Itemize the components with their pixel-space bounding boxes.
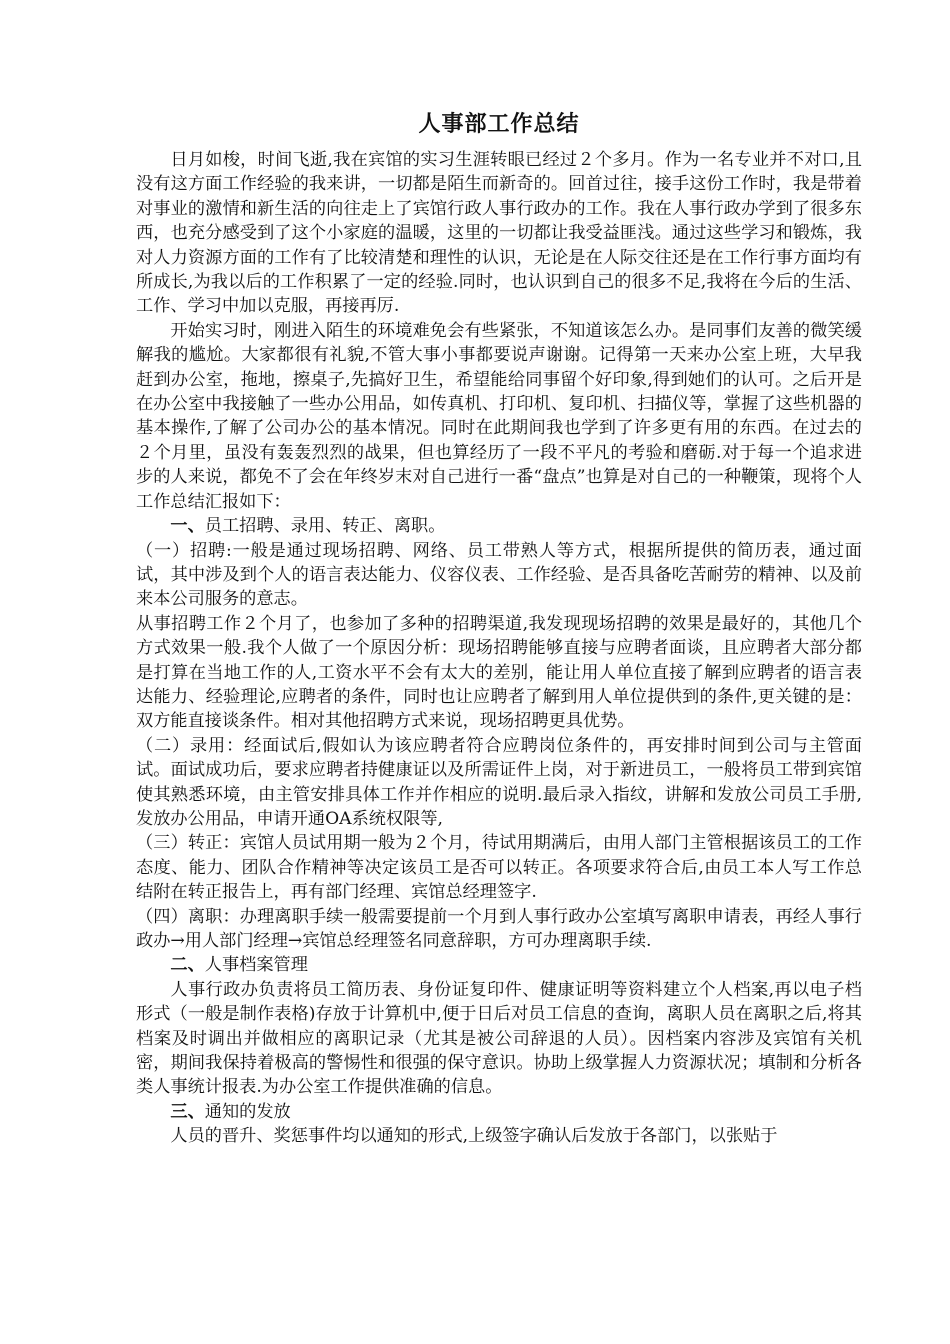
intro-paragraph-2: 开始实习时，刚进入陌生的环境难免会有些紧张，不知道该怎么办。是同事们友善的微笑缓解我的尴尬。大家都很有礼貌,不管大事小事都要说声谢谢。记得第一天来办公室上班，大早我赶到办公室，拖地，擦桌子,先搞好卫生，希望能给同事留个好印象,得到她们的认可。之后开是在办公室中我接触了一些办公用品，如传真机、打印机、复印机、扫描仪等，掌握了这些机器的基本操作,了解了公司办公的基本情况。同时在此期间我也学到了许多更有用的东西。在过去的２个月里，虽没有轰轰烈烈的战果，但也算经历了一段不平凡的考验和磨砺.对于每一个追求进步的人来说，都免不了会在年终岁末对自己进行一番“盘点”也算是对自己的一种鞭策，现将个人工作总结汇报如下： [136, 320, 862, 512]
section-3-heading [136, 1100, 862, 1124]
document-page [136, 108, 862, 1149]
section-1-item-hire: （二）录用：经面试后,假如认为该应聘者符合应聘岗位条件的，再安排时间到公司与主管面试。面试成功后，要求应聘者持健康证以及所需证件上岗，对于新进员工，一般将员工带到宾馆使其熟悉环境，由主管安排具体工作并作相应的说明.最后录入指纹，讲解和发放公司员工手册,发放办公用品，申请开通OA系统权限等, [136, 735, 862, 829]
section-1-item-regularize: （三）转正：宾馆人员试用期一般为２个月，待试用期满后，由用人部门主管根据该员工的工作态度、能力、团队合作精神等决定该员工是否可以转正。各项要求符合后,由员工本人写工作总结附在转正报告上，再有部门经理、宾馆总经理签字. [136, 833, 862, 903]
section-3-body: 人员的晋升、奖惩事件均以通知的形式,上级签字确认后发放于各部门，以张贴于 [170, 1126, 778, 1147]
section-3-title: 通知的发放 [204, 1101, 291, 1122]
section-2-number: 二、 [170, 955, 205, 976]
section-1-item-resign: （四）离职：办理离职手续一般需要提前一个月到人事行政办公室填写离职申请表，再经人事行政办→用人部门经理→宾馆总经理签名同意辞职，方可办理离职手续. [136, 906, 862, 951]
section-2-title: 人事档案管理 [204, 955, 308, 976]
section-3-number: 三、 [170, 1101, 205, 1122]
section-1-title: 员工招聘、录用、转正、离职。 [204, 516, 446, 537]
document-title: 人事部工作总结 [418, 112, 580, 137]
section-1-number: 一、 [170, 516, 205, 537]
section-1-heading [136, 514, 862, 538]
section-1-item-recruit: （一）招聘:一般是通过现场招聘、网络、员工带熟人等方式，根据所提供的简历表，通过面试，其中涉及到个人的语言表达能力、仪容仪表、工作经验、是否具备吃苦耐劳的精神、以及前来本公司服务的意志。 [136, 540, 862, 610]
section-2-body: 人事行政办负责将员工简历表、身份证复印件、健康证明等资料建立个人档案,再以电子档形式（一般是制作表格)存放于计算机中,便于日后对员工信息的查询，离职人员在离职之后,将其档案及时调出并做相应的离职记录（尤其是被公司辞退的人员）。因档案内容涉及宾馆有关机密，期间我保持着极高的警惕性和很强的保守意识。协助上级掌握人力资源状况；填制和分析各类人事统计报表.为办公室工作提供准确的信息。 [136, 979, 862, 1098]
section-1-recruit-analysis: 从事招聘工作２个月了，也参加了多种的招聘渠道,我发现现场招聘的效果是最好的，其他几个方式效果一般.我个人做了一个原因分析：现场招聘能够直接与应聘者面谈，且应聘者大部分都是打算在当地工作的人,工资水平不会有太大的差别，能让用人单位直接了解到应聘者的语言表达能力、经验理论,应聘者的条件，同时也让应聘者了解到用人单位提供到的条件,更关键的是：双方能直接谈条件。相对其他招聘方式来说，现场招聘更具优势。 [136, 613, 862, 732]
intro-paragraph-1: 日月如梭，时间飞逝,我在宾馆的实习生涯转眼已经过２个多月。作为一名专业并不对口,且没有这方面工作经验的我来讲，一切都是陌生而新奇的。回首过往，接手这份工作时，我是带着对事业的激情和新生活的向往走上了宾馆行政人事行政办的工作。我在人事行政办学到了很多东西，也充分感受到了这个小家庭的温暖，这里的一切都让我受益匪浅。通过这些学习和锻炼，我对人力资源方面的工作有了比较清楚和理性的认识，无论是在人际交往还是在工作行事方面均有所成长,为我以后的工作积累了一定的经验.同时，也认识到自己的很多不足,我将在今后的生活、工作、学习中加以克服，再接再厉. [136, 150, 862, 317]
section-2-heading [136, 953, 862, 977]
